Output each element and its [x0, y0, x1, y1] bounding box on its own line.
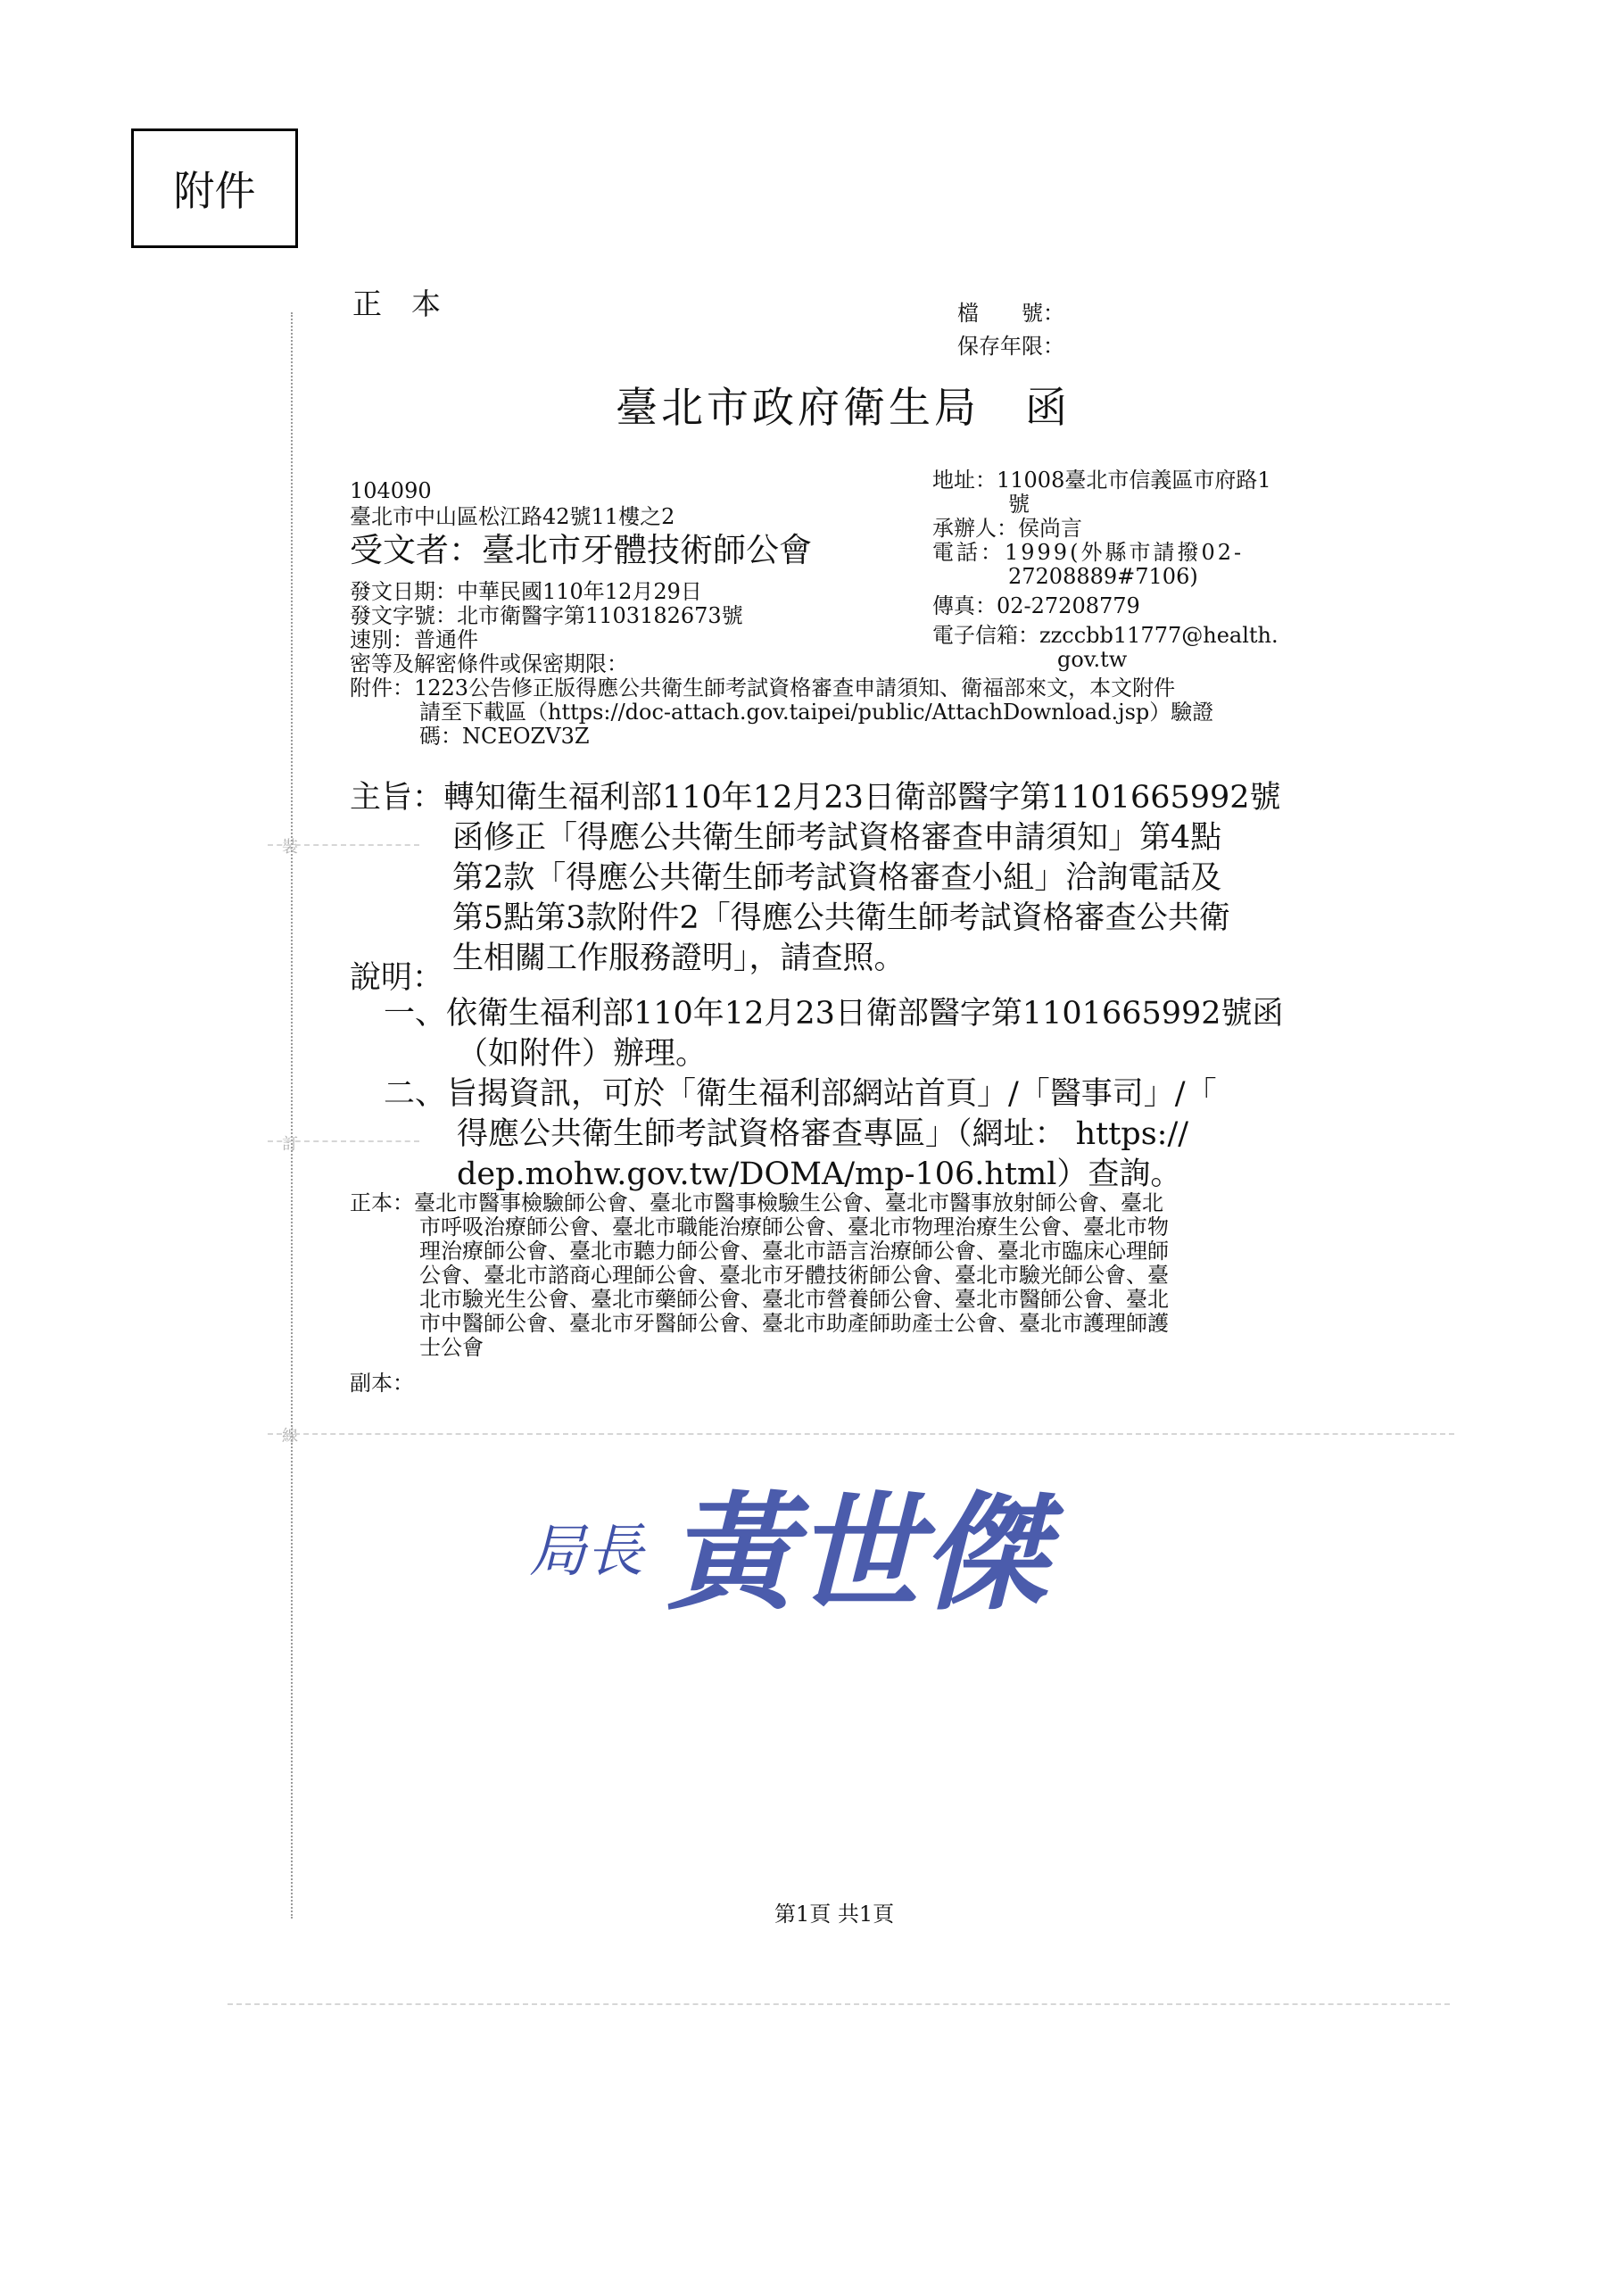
- subject-line-5: 生相關工作服務證明」，請查照。: [452, 941, 906, 976]
- explanation-2-line-1: 二、旨揭資訊，可於「衛生福利部網站首頁」/「醫事司」/「: [384, 1076, 1217, 1112]
- page-footer: 第1頁 共1頁: [774, 1902, 895, 1927]
- issue-date: 發文日期：中華民國110年12月29日: [350, 579, 702, 604]
- explanation-2-line-2: 得應公共衛生師考試資格審查專區」（網址： https://: [457, 1116, 1189, 1152]
- explanation-1-line-1: 一、依衛生福利部110年12月23日衛部醫字第1101665992號函: [384, 996, 1284, 1032]
- signature-title: 局長: [529, 1519, 643, 1585]
- distribution-line-6: 市中醫師公會、臺北市牙醫師公會、臺北市助產師助產士公會、臺北市護理師護: [419, 1311, 1169, 1336]
- copy-type: 正 本: [352, 286, 441, 321]
- page-bottom-dash: [228, 2003, 1450, 2005]
- fold-mark-2: 訂: [282, 1135, 298, 1154]
- sender-address-line-1: 地址：11008臺北市信義區市府路1: [932, 468, 1271, 493]
- attachment-line-3: 碼：NCEOZV3Z: [419, 724, 590, 749]
- director-signature: [525, 1455, 1105, 1633]
- recipient-postal-code: 104090: [350, 478, 432, 503]
- sender-fax: 傳真：02-27208779: [932, 593, 1140, 618]
- distribution-block: [350, 1191, 1318, 1360]
- distribution-line-4: 公會、臺北市諮商心理師公會、臺北市牙體技術師公會、臺北市驗光師公會、臺: [419, 1263, 1169, 1288]
- secrecy-level: 密等及解密條件或保密期限：: [350, 651, 628, 676]
- sender-phone-line-1: 電話：1999(外縣市請撥02-: [932, 540, 1245, 565]
- distribution-line-5: 北市驗光生公會、臺北市藥師公會、臺北市營養師公會、臺北市醫師公會、臺北: [419, 1287, 1169, 1312]
- sender-address-line-2: 號: [1008, 492, 1030, 517]
- distribution-line-7: 士公會: [419, 1335, 484, 1360]
- explanation-2-line-3: dep.mohw.gov.tw/DOMA/mp-106.html）查詢。: [457, 1156, 1182, 1192]
- retention-period-label: 保存年限：: [957, 334, 1064, 359]
- recipient-name: 受文者：臺北市牙體技術師公會: [350, 531, 812, 569]
- document-title: 臺北市政府衛生局 函: [616, 384, 1071, 433]
- distribution-line-1: 正本：臺北市醫事檢驗師公會、臺北市醫事檢驗生公會、臺北市醫事放射師公會、臺北: [350, 1190, 1163, 1215]
- speed-class: 速別：普通件: [350, 627, 478, 652]
- explanation-label: 說明：: [350, 960, 444, 996]
- explanation-1-line-2: （如附件）辦理。: [457, 1036, 708, 1072]
- subject-line-1: 主旨：轉知衛生福利部110年12月23日衛部醫字第1101665992號: [350, 780, 1281, 816]
- subject-line-4: 第5點第3款附件2「得應公共衛生師考試資格審查公共衛: [452, 900, 1230, 936]
- sender-contact: 承辦人：侯尚言: [932, 516, 1082, 541]
- sender-email-line-2: gov.tw: [1057, 647, 1128, 672]
- file-number-label: 檔 號：: [957, 301, 1064, 326]
- explanation-list: [384, 994, 1329, 1195]
- meta-block: [350, 580, 1213, 749]
- subject-line-2: 函修正「得應公共衛生師考試資格審查申請須知」第4點: [452, 820, 1222, 856]
- document-number: 發文字號：北市衛醫字第1103182673號: [350, 603, 743, 628]
- subject-block: [350, 778, 1320, 979]
- attachment-line-1: 附件：1223公告修正版得應公共衛生師考試資格審查申請須知、衛福部來文，本文附件: [350, 676, 1176, 700]
- sender-phone-line-2: 27208889#7106): [1008, 564, 1198, 589]
- distribution-line-3: 理治療師公會、臺北市聽力師公會、臺北市語言治療師公會、臺北市臨床心理師: [419, 1239, 1169, 1264]
- attachment-label-box: [131, 128, 298, 248]
- signature-name: 黃世傑: [667, 1480, 1047, 1628]
- subject-line-3: 第2款「得應公共衛生師考試資格審查小組」洽詢電話及: [452, 860, 1222, 896]
- binding-fold-line: [291, 312, 293, 1919]
- attachment-label: 附件: [173, 167, 256, 215]
- fold-mark-1: 裝: [282, 838, 298, 857]
- sender-email-line-1: 電子信箱：zzccbb11777@health.: [932, 623, 1279, 648]
- fold-dash-3: [268, 1433, 1454, 1435]
- cc-label: 副本：: [350, 1371, 414, 1396]
- distribution-line-2: 市呼吸治療師公會、臺北市職能治療師公會、臺北市物理治療生公會、臺北市物: [419, 1214, 1169, 1239]
- attachment-line-2: 請至下載區（https://doc-attach.gov.taipei/public/AttachDownload.jsp）驗證: [419, 700, 1214, 725]
- recipient-address: 臺北市中山區松江路42號11樓之2: [350, 504, 675, 529]
- fold-mark-3: 線: [282, 1427, 298, 1446]
